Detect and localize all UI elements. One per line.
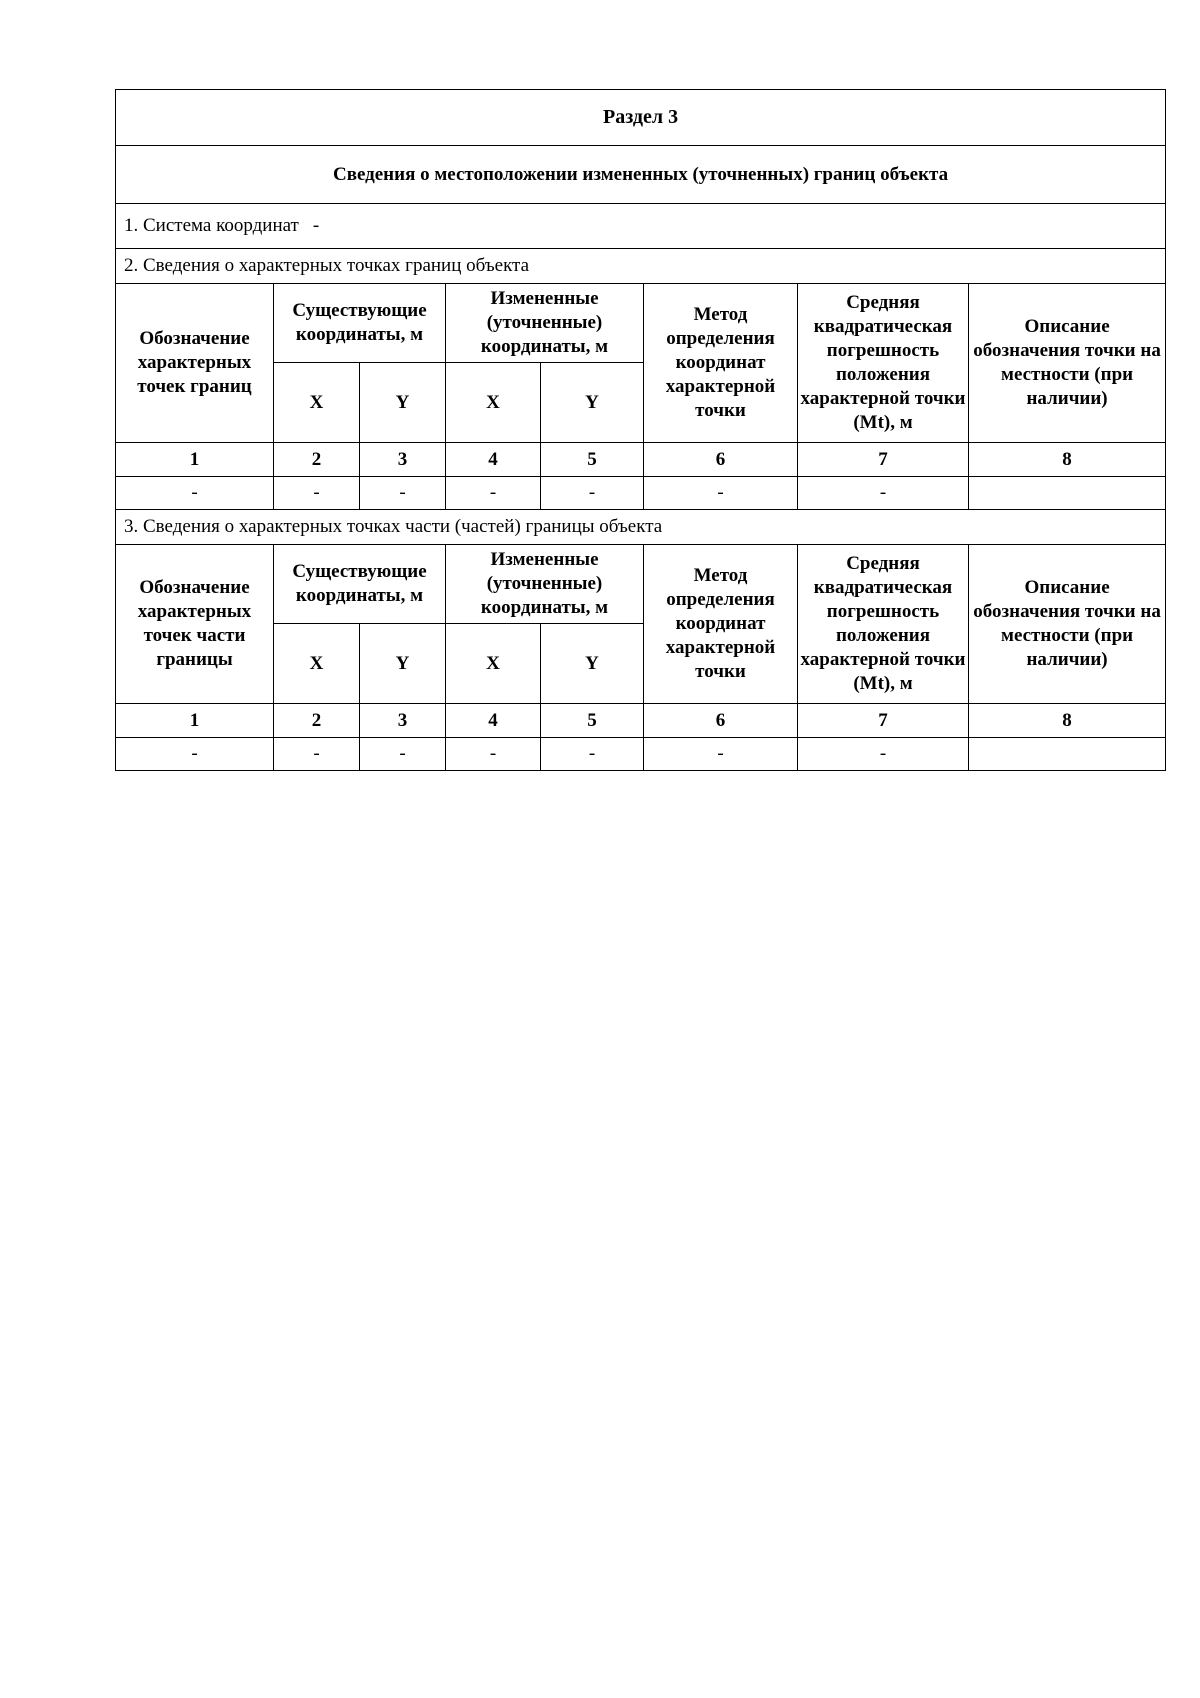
- column-number: 2: [274, 443, 360, 477]
- column-number: 3: [360, 704, 446, 738]
- coordinate-system-label: 1. Система координат: [124, 215, 299, 236]
- section-subtitle: Сведения о местоположении измененных (уточненных) границ объекта: [116, 146, 1166, 204]
- header-changed-coordinates: Измененные (уточненные) координаты, м: [446, 545, 644, 624]
- header-changed-coordinates: Измененные (уточненные) координаты, м: [446, 284, 644, 363]
- column-numbers-row: [116, 443, 1166, 477]
- column-numbers-row: [116, 704, 1166, 738]
- column-number: 4: [446, 704, 541, 738]
- header-existing-coordinates: Существующие координаты, м: [274, 284, 446, 363]
- coordinate-system-row: [116, 204, 1166, 249]
- table-cell: [969, 738, 1166, 771]
- table-cell: -: [446, 738, 541, 771]
- header-point-description: Описание обозначения точки на местности (при наличии): [969, 284, 1166, 443]
- table-cell: -: [644, 738, 798, 771]
- column-number: 5: [541, 443, 644, 477]
- header-existing-x: X: [274, 624, 360, 704]
- column-number: 3: [360, 443, 446, 477]
- header-changed-y: Y: [541, 624, 644, 704]
- table-row: [116, 477, 1166, 510]
- table-cell: -: [644, 477, 798, 510]
- header-method: Метод определения координат характерной точки: [644, 284, 798, 443]
- header-point-description: Описание обозначения точки на местности (при наличии): [969, 545, 1166, 704]
- table-cell: -: [446, 477, 541, 510]
- part-boundary-points-heading: 3. Сведения о характерных точках части (частей) границы объекта: [116, 510, 1166, 545]
- column-number: 8: [969, 443, 1166, 477]
- column-number: 5: [541, 704, 644, 738]
- table-cell: -: [798, 738, 969, 771]
- column-number: 6: [644, 443, 798, 477]
- section-3-document: [115, 89, 1165, 771]
- column-number: 7: [798, 704, 969, 738]
- header-mean-error: Средняя квадратическая погрешность положения характерной точки (Mt), м: [798, 545, 969, 704]
- table-cell: -: [116, 477, 274, 510]
- header-mean-error: Средняя квадратическая погрешность положения характерной точки (Mt), м: [798, 284, 969, 443]
- section-3-table: [115, 89, 1166, 771]
- header-changed-x: X: [446, 363, 541, 443]
- boundary-points-heading: 2. Сведения о характерных точках границ объекта: [116, 249, 1166, 284]
- header-existing-x: X: [274, 363, 360, 443]
- header-part-point-designation: Обозначение характерных точек части границы: [116, 545, 274, 704]
- header-existing-y: Y: [360, 624, 446, 704]
- header-changed-y: Y: [541, 363, 644, 443]
- table-cell: -: [541, 477, 644, 510]
- header-point-designation: Обозначение характерных точек границ: [116, 284, 274, 443]
- coordinate-system-value: -: [312, 215, 320, 236]
- section-title: Раздел 3: [116, 90, 1166, 146]
- table-cell: -: [541, 738, 644, 771]
- column-number: 8: [969, 704, 1166, 738]
- column-number: 6: [644, 704, 798, 738]
- header-existing-y: Y: [360, 363, 446, 443]
- column-number: 1: [116, 704, 274, 738]
- header-changed-x: X: [446, 624, 541, 704]
- column-number: 4: [446, 443, 541, 477]
- table-cell: -: [116, 738, 274, 771]
- column-number: 7: [798, 443, 969, 477]
- header-existing-coordinates: Существующие координаты, м: [274, 545, 446, 624]
- table-cell: -: [274, 738, 360, 771]
- header-method: Метод определения координат характерной точки: [644, 545, 798, 704]
- table-cell: -: [274, 477, 360, 510]
- column-number: 2: [274, 704, 360, 738]
- table-row: [116, 738, 1166, 771]
- table-cell: -: [798, 477, 969, 510]
- table-cell: -: [360, 738, 446, 771]
- table-cell: -: [360, 477, 446, 510]
- table-cell: [969, 477, 1166, 510]
- column-number: 1: [116, 443, 274, 477]
